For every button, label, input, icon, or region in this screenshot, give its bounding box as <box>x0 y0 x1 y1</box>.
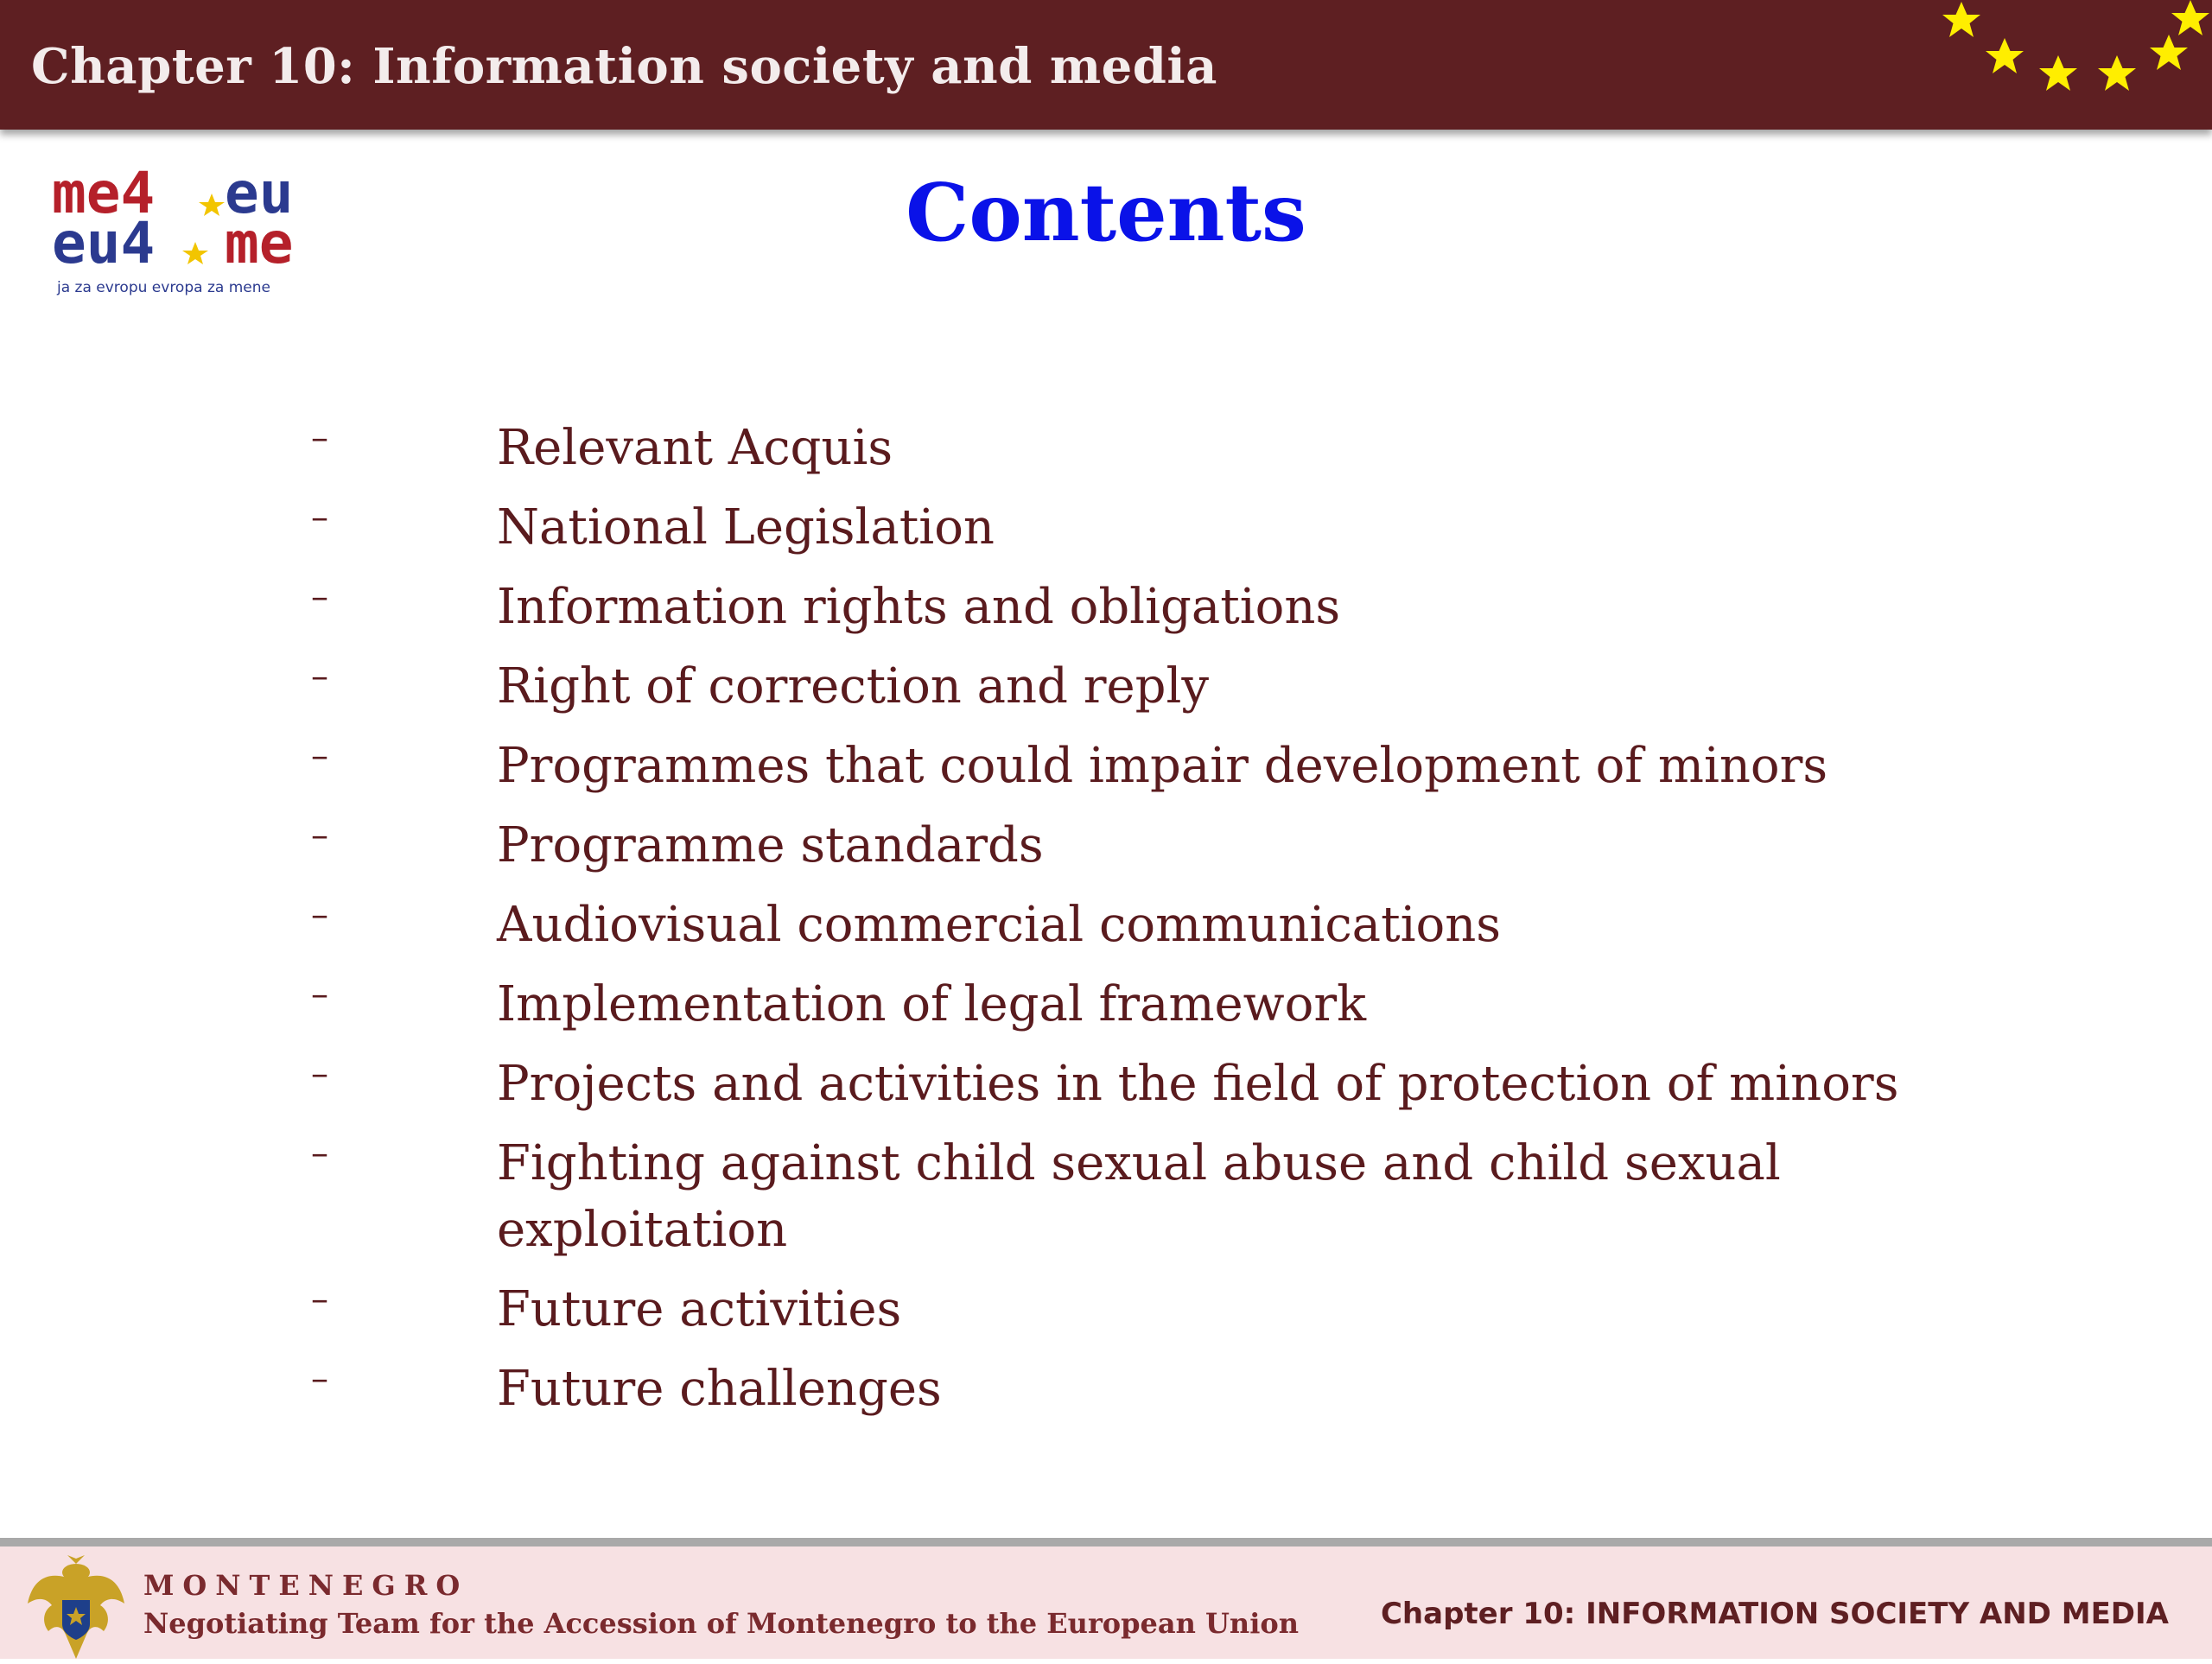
list-dash: – <box>311 895 328 935</box>
page-title: Contents <box>906 166 1306 259</box>
list-item <box>311 971 1953 1038</box>
list-dash: – <box>311 1134 328 1173</box>
list-item <box>311 415 1953 481</box>
logo-line2-part1: eu4 <box>52 210 156 276</box>
list-item <box>311 892 1953 958</box>
list-item <box>311 1276 1953 1343</box>
list-item-text: Implementation of legal framework <box>497 976 1367 1032</box>
footer-team: Negotiating Team for the Accession of Montenegro to the European Union <box>143 1607 1299 1640</box>
list-item-text: Projects and activities in the field of protection of minors <box>497 1056 1899 1112</box>
header-bar <box>0 0 2212 130</box>
footer-country: MONTENEGRO <box>143 1569 469 1602</box>
list-dash: – <box>311 657 328 696</box>
logo-line2-part2: me <box>225 210 294 276</box>
header-title: Chapter 10: Information society and media <box>31 38 1217 95</box>
list-dash: – <box>311 498 328 537</box>
footer-bar <box>0 1538 2212 1659</box>
list-dash: – <box>311 418 328 458</box>
list-item-text: Future challenges <box>497 1361 942 1417</box>
list-item-text: Programmes that could impair development of minors <box>497 738 1828 794</box>
list-dash: – <box>311 1054 328 1094</box>
list-item-text: National Legislation <box>497 499 995 556</box>
list-item-text: Future activities <box>497 1281 902 1337</box>
footer-chapter: Chapter 10: INFORMATION SOCIETY AND MEDIA <box>1380 1597 2169 1631</box>
list-item-text: Relevant Acquis <box>497 420 893 476</box>
list-item <box>311 1356 1953 1422</box>
list-item <box>311 494 1953 561</box>
list-dash: – <box>311 577 328 617</box>
list-item-text: Information rights and obligations <box>497 579 1341 635</box>
contents-list <box>311 415 1953 1435</box>
logo-line1-part2: eu <box>225 162 294 226</box>
list-item <box>311 1051 1953 1117</box>
list-item <box>311 574 1953 640</box>
list-item-text: Fighting against child sexual abuse and child sexual exploitation <box>497 1135 1781 1258</box>
list-item-text: Right of correction and reply <box>497 658 1210 715</box>
list-item <box>311 1130 1953 1263</box>
list-dash: – <box>311 975 328 1014</box>
list-item-text: Audiovisual commercial communications <box>497 897 1501 953</box>
eu-stars-icon <box>1866 0 2212 130</box>
list-item <box>311 733 1953 799</box>
logo-tagline: ja za evropu evropa za mene <box>57 279 270 296</box>
list-dash: – <box>311 736 328 776</box>
list-item <box>311 653 1953 720</box>
list-item-text: Programme standards <box>497 817 1044 873</box>
list-dash: – <box>311 1280 328 1319</box>
list-item <box>311 812 1953 879</box>
logo-line1-part1: me4 <box>52 162 156 226</box>
list-dash: – <box>311 1359 328 1399</box>
list-dash: – <box>311 816 328 855</box>
coat-of-arms-icon <box>24 1552 128 1664</box>
